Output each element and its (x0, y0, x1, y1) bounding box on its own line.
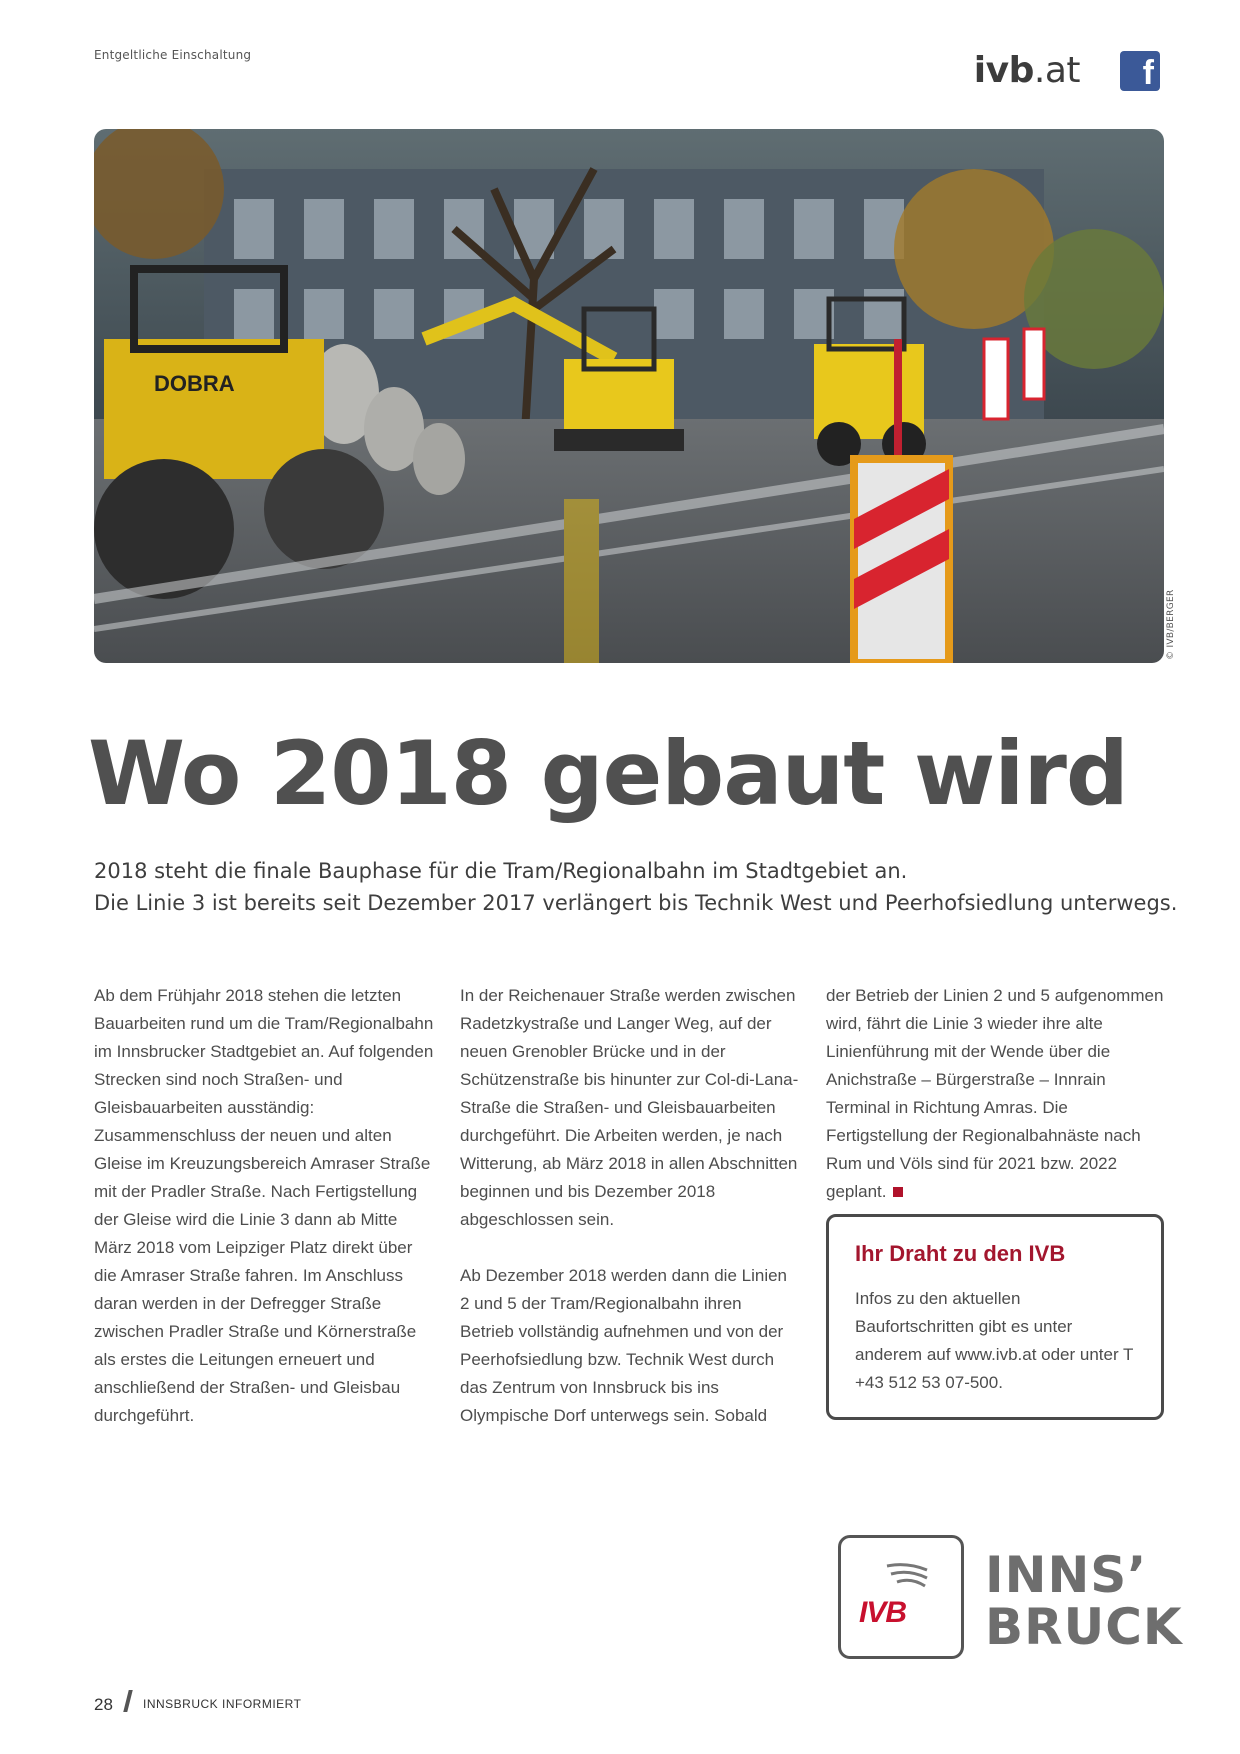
brand-domain: .at (1033, 50, 1080, 91)
lead-line-1: 2018 steht die finale Bauphase für die Tram/Regionalbahn im Stadtgebiet an. (94, 859, 908, 883)
ivb-logo-text: IVB (859, 1596, 907, 1629)
contact-infobox (826, 1214, 1164, 1420)
ivb-logo (838, 1535, 964, 1659)
footer-divider (123, 1690, 132, 1712)
page-number: 28 (94, 1695, 113, 1714)
brand-name: ivb (973, 50, 1034, 91)
column-2-paragraph-1: In der Reichenauer Straße werden zwischen Radetzkystraße und Langer Weg, auf der neuen Grenobler Brücke und in der Schützenstraße bis hinunter zur Col-di-Lana-Straße die Straßen- und Gleisbauarbeiten durchgeführt. Die Arbeiten werden, je nach Witterung, ab März 2018 in allen Abschnitten beginnen und bis Dezember 2018 abgeschlossen sein. (460, 986, 799, 1229)
ivb-swoosh-icon (885, 1560, 929, 1592)
column-3-paragraph (826, 982, 1166, 1206)
ad-label: Entgeltliche Einschaltung (94, 48, 252, 62)
brand-link[interactable] (974, 50, 1080, 91)
article-headline: Wo 2018 gebaut wird (88, 722, 1128, 825)
column-2-paragraph-2: Ab Dezember 2018 werden dann die Linien 2 und 5 der Tram/Regionalbahn ihren Betrieb vollständig aufnehmen und von der Peerhofsiedlung bzw. Technik West durch das Zentrum von Innsbruck bis ins Olympische Dorf unterwegs sein. Sobald (460, 1266, 788, 1425)
lead-line-2: Die Linie 3 ist bereits seit Dezember 2017 verlängert bis Technik West und Peerhofsiedlung unterwegs. (94, 891, 1178, 915)
infobox-title: Ihr Draht zu den IVB (855, 1241, 1066, 1266)
innsbruck-logo-line-1: INNS’ (985, 1546, 1148, 1604)
infobox-body: Infos zu den aktuellen Baufortschritten gibt es unter anderem auf www.ivb.at oder unter T +43 512 53 07-500. (855, 1289, 1134, 1392)
publication-name: INNSBRUCK INFORMIERT (143, 1697, 302, 1711)
innsbruck-logo (985, 1546, 1183, 1656)
photo-credit: © IVB/BERGER (1166, 589, 1176, 660)
facebook-icon[interactable]: f (1120, 51, 1160, 91)
column-3-text: der Betrieb der Linien 2 und 5 aufgenommen wird, fährt die Linie 3 wieder ihre alte Linienführung mit der Wende über die Anichstraße – Bürgerstraße – Innrain Terminal in Richtung Amras. Die Fertigstellung der Regionalbahnäste nach Rum und Völs sind für 2021 bzw. 2022 geplant. (826, 986, 1164, 1201)
article-column-1 (94, 982, 434, 1430)
construction-photo (94, 129, 1164, 663)
article-end-mark-icon (893, 1187, 903, 1197)
article-column-3 (826, 982, 1166, 1206)
column-1-paragraph: Ab dem Frühjahr 2018 stehen die letzten Bauarbeiten rund um die Tram/Regionalbahn im Innsbrucker Stadtgebiet an. Auf folgenden Strecken sind noch Straßen- und Gleisbauarbeiten ausständig: Zusammenschluss der neuen und alten Gleise im Kreuzungsbereich Amraser Straße mit der Pradler Straße. Nach Fertigstellung der Gleise wird die Linie 3 dann ab Mitte März 2018 vom Leipziger Platz direkt über die Amraser Straße fahren. Im Anschluss daran werden in der Defregger Straße zwischen Pradler Straße und Körnerstraße als erstes die Leitungen erneuert und anschließend der Straßen- und Gleisbau durchgeführt. (94, 986, 434, 1425)
article-lead (94, 855, 1177, 919)
innsbruck-logo-line-2: BRUCK (985, 1598, 1183, 1656)
roller-brand-text: DOBRA (154, 371, 235, 396)
article-column-2 (460, 982, 800, 1430)
